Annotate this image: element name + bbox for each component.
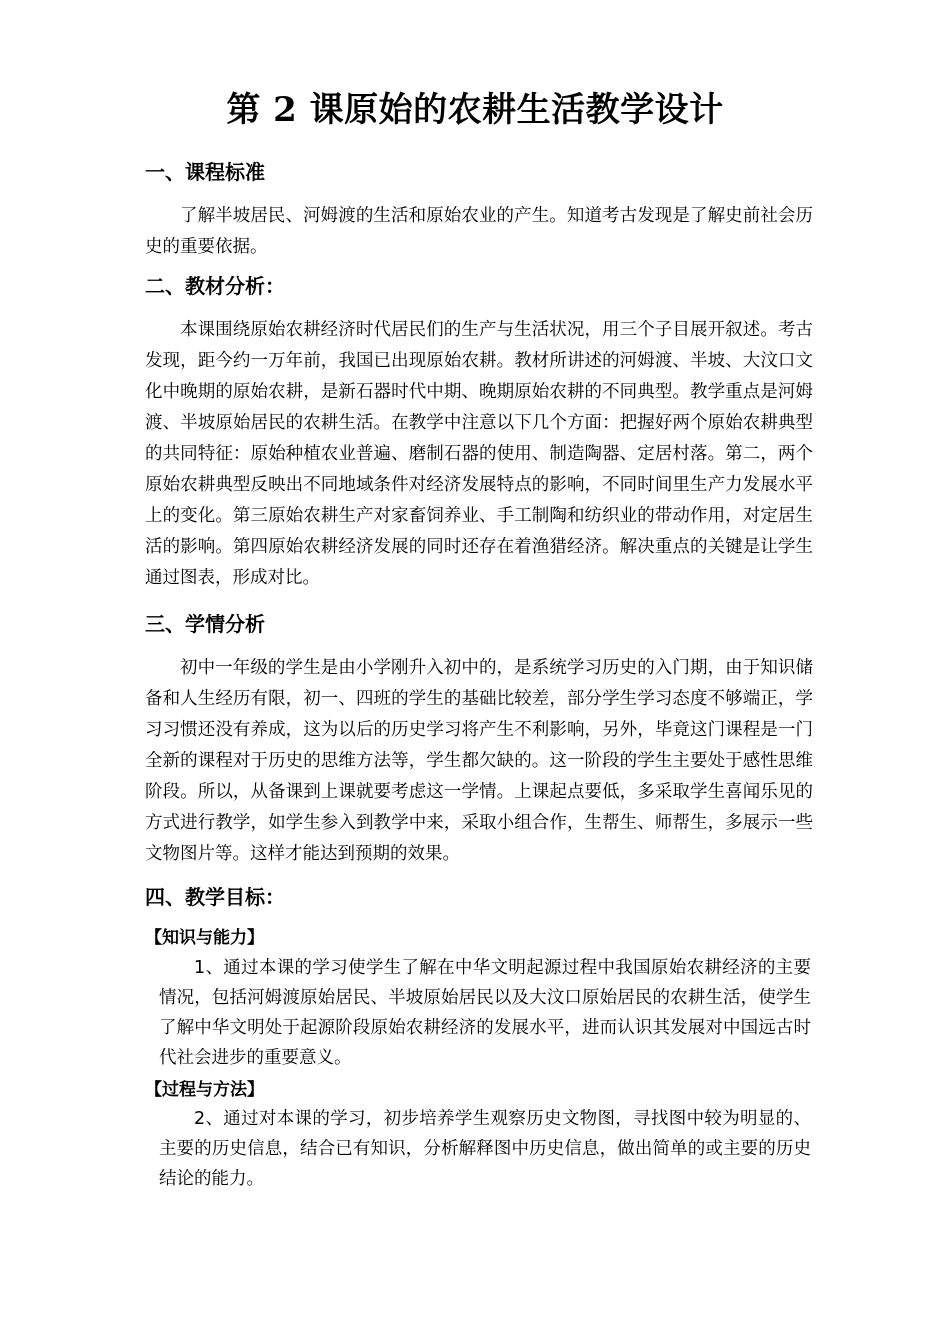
section-heading-students: 三、学情分析	[145, 612, 265, 636]
page-title: 第 2 课原始的农耕生活教学设计	[226, 90, 724, 130]
paragraph-students: 初中一年级的学生是由小学刚升入初中的，是系统学习历史的入门期，由于知识储备和人生经历有限，初一、四班的学生的基础比较差，部分学生学习态度不够端正，学习习惯还没有养成，这为以后的历史学习将产生不利影响，另外，毕竟这门课程是一门全新的课程对于历史的思维方法等，学生都欠缺的。这一阶段的学生主要处于感性思维阶段。所以，从备课到上课就要考虑这一学情。上课起点要低，多采取学生喜闻乐见的方式进行教学，如学生参入到教学中来，采取小组合作，生帮生、师帮生，多展示一些文物图片等。这样才能达到预期的效果。	[145, 658, 813, 864]
subheading-method: 【过程与方法】	[145, 1080, 264, 1100]
section-heading-standard: 一、课程标准	[145, 160, 265, 184]
section-heading-objectives: 四、教学目标：	[145, 885, 285, 909]
paragraph-method: 2、通过对本课的学习，初步培养学生观察历史文物图，寻找图中较为明显的、主要的历史信息，结合已有知识，分析解释图中历史信息，做出简单的或主要的历史结论的能力。	[159, 1109, 811, 1189]
subheading-knowledge: 【知识与能力】	[145, 928, 264, 948]
paragraph-standard: 了解半坡居民、河姆渡的生活和原始农业的产生。知道考古发现是了解史前社会历史的重要依据。	[145, 206, 813, 257]
paragraph-knowledge: 1、通过本课的学习使学生了解在中华文明起源过程中我国原始农耕经济的主要情况，包括河姆渡原始居民、半坡原始居民以及大汶口原始居民的农耕生活，使学生了解中华文明处于起源阶段原始农耕经济的发展水平，进而认识其发展对中国远古时代社会进步的重要意义。	[159, 958, 811, 1068]
section-heading-materials: 二、教材分析：	[145, 274, 285, 298]
paragraph-materials: 本课围绕原始农耕经济时代居民们的生产与生活状况，用三个子目展开叙述。考古发现，距今约一万年前，我国已出现原始农耕。教材所讲述的河姆渡、半坡、大汶口文化中晚期的原始农耕，是新石器时代中期、晚期原始农耕的不同典型。教学重点是河姆渡、半坡原始居民的农耕生活。在教学中注意以下几个方面：把握好两个原始农耕典型的共同特征：原始种植农业普遍、磨制石器的使用、制造陶器、定居村落。第二，两个原始农耕典型反映出不同地域条件对经济发展特点的影响，不同时间里生产力发展水平上的变化。第三原始农耕生产对家畜饲养业、手工制陶和纺织业的带动作用，对定居生活的影响。第四原始农耕经济发展的同时还存在着渔猎经济。解决重点的关键是让学生通过图表，形成对比。	[145, 320, 813, 588]
